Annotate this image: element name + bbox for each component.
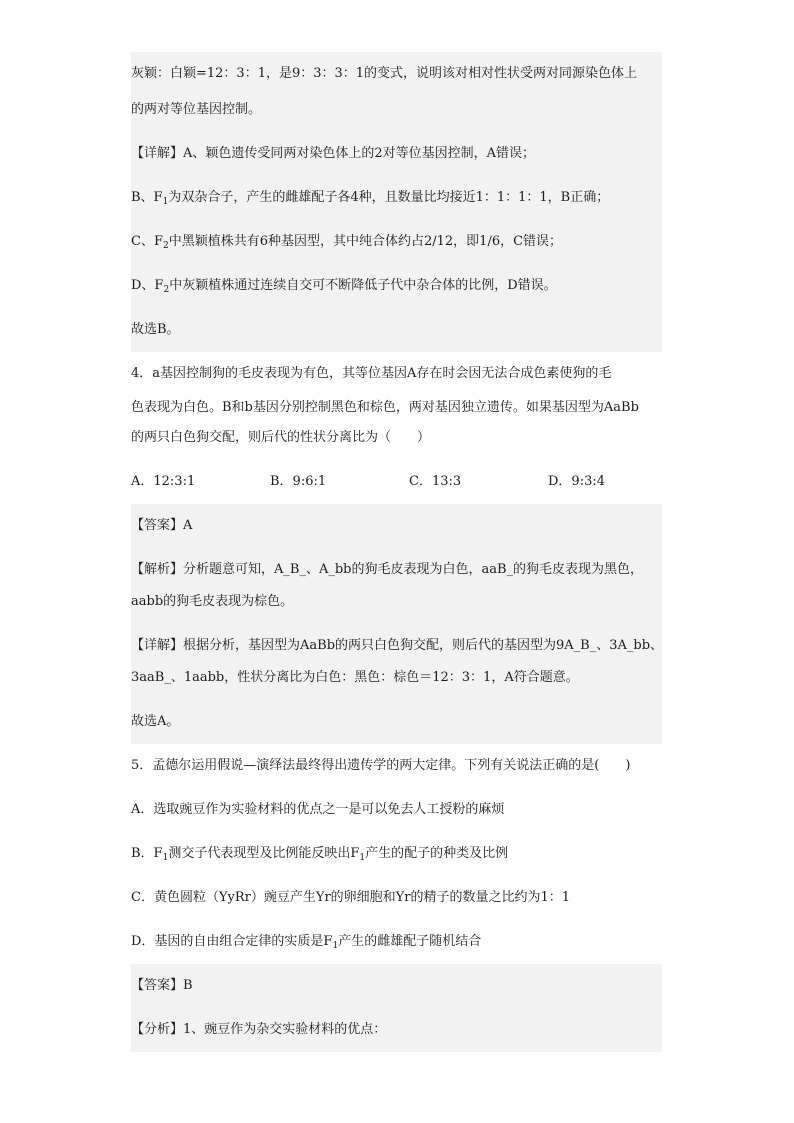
question-4-text: 4．a基因控制狗的毛皮表现为有色，其等位基因A存在时会因无法合成色素使狗的毛 xyxy=(131,366,612,381)
subscript: 1 xyxy=(162,853,169,863)
text: D．基因的自由组合定律的实质是F xyxy=(131,934,333,949)
question-5-text: 5．孟德尔运用假说—演绎法最终得出遗传学的两大定律。下列有关说法正确的是( ) xyxy=(131,758,631,773)
detail-line xyxy=(131,264,662,308)
question-4-text: 色表现为白色。B和b基因分别控制黑色和棕色，两对基因独立遗传。如果基因型为AaBb xyxy=(131,400,639,415)
text: C、F xyxy=(131,234,163,249)
text: D、F xyxy=(131,278,164,293)
option-a: A．12:3:1 xyxy=(131,474,196,489)
subscript: 1 xyxy=(162,197,169,207)
conclusion-line: 故选A。 xyxy=(131,700,662,744)
question-4-options xyxy=(131,460,662,504)
option-a: A．选取豌豆作为实验材料的优点之一是可以免去人工授粉的麻烦 xyxy=(131,802,505,817)
subscript: 2 xyxy=(163,285,170,295)
option-b: B．9:6:1 xyxy=(270,474,327,489)
option-d xyxy=(131,920,662,964)
question-4-text: 的两只白色狗交配，则后代的性状分离比为（ ） xyxy=(131,430,431,445)
subscript: 1 xyxy=(332,941,339,951)
text-line: 灰颖：白颖=12：3：1，是9：3：3：1的变式，说明该对相对性状受两对同源染色体上 xyxy=(131,52,662,96)
option-d: D．9:3:4 xyxy=(548,474,605,489)
text: B．F xyxy=(131,846,163,861)
text: 产生的雌雄配子随机结合 xyxy=(338,934,482,949)
option-c: C．黄色圆粒（YyRr）豌豆产生Yr的卵细胞和Yr的精子的数量之比约为1：1 xyxy=(131,890,571,905)
text: 中黑颖植株共有6种基因型，其中纯合体约占2/12，即1/6，C错误； xyxy=(168,234,563,249)
text: 中灰颖植株通过连续自交可不断降低子代中杂合体的比例，D错误。 xyxy=(169,278,557,293)
conclusion-line: 故选B。 xyxy=(131,308,662,352)
text-line: 的两对等位基因控制。 xyxy=(131,88,662,132)
detail-line: 3aaB_、1aabb，性状分离比为白色：黑色：棕色＝12：3：1，A符合题意。 xyxy=(131,656,662,700)
analysis-line: 【分析】1、豌豆作为杂交实验材料的优点： xyxy=(131,1008,662,1052)
detail-line: 【详解】根据分析，基因型为AaBb的两只白色狗交配，则后代的基因型为9A_B_、3A_bb、 xyxy=(131,624,662,668)
text: 产生的配子的种类及比例 xyxy=(365,846,509,861)
option-b xyxy=(131,832,662,876)
analysis-line: aabb的狗毛皮表现为棕色。 xyxy=(131,580,662,624)
text: 测交子代表现型及比例能反映出F xyxy=(168,846,360,861)
text: B、F xyxy=(131,190,163,205)
subscript: 1 xyxy=(359,853,366,863)
option-c: C．13:3 xyxy=(409,474,462,489)
answer-line: 【答案】A xyxy=(131,504,662,548)
analysis-line: 【解析】分析题意可知，A_B_、A_bb的狗毛皮表现为白色，aaB_的狗毛皮表现为黑色， xyxy=(131,548,662,592)
detail-line xyxy=(131,220,662,264)
text: 为双杂合子，产生的雌雄配子各4种，且数量比均接近1：1：1：1，B正确； xyxy=(168,190,610,205)
subscript: 2 xyxy=(162,241,169,251)
answer-line: 【答案】B xyxy=(131,964,662,1008)
detail-line xyxy=(131,176,662,220)
detail-line: 【详解】A、颖色遗传受同两对染色体上的2对等位基因控制，A错误； xyxy=(131,132,662,176)
